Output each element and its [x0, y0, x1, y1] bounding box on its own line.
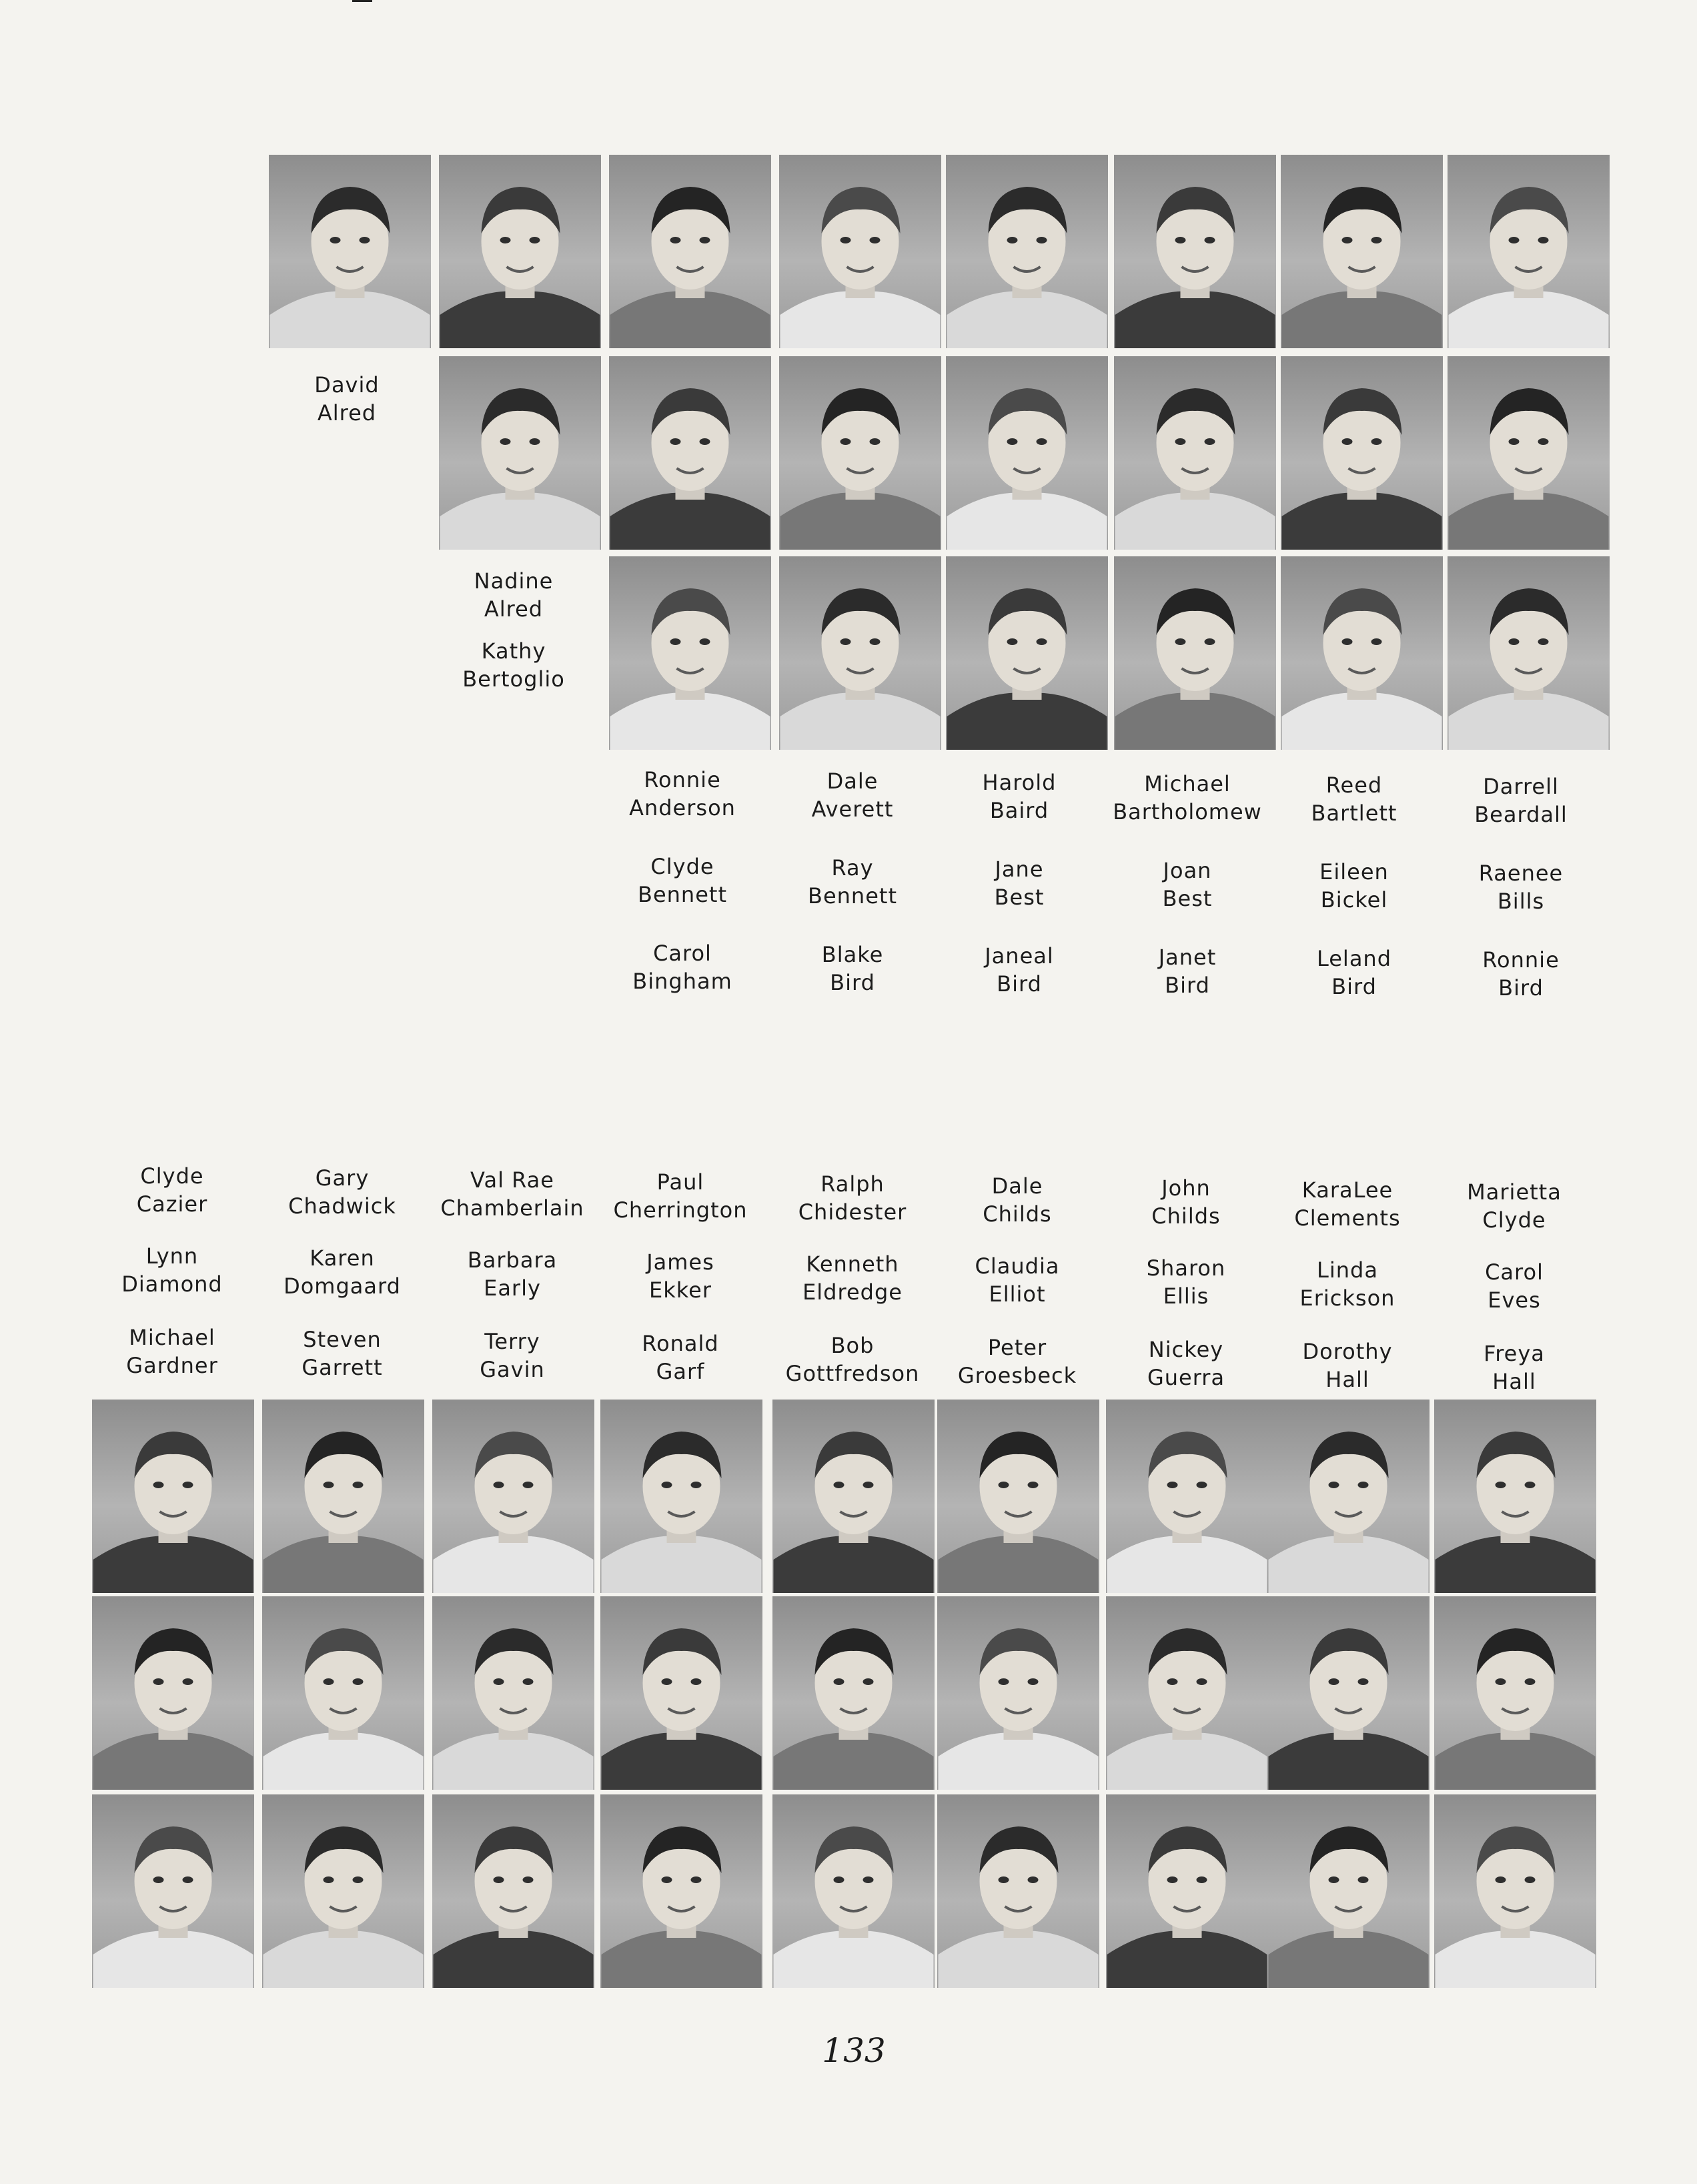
student-portrait [1448, 556, 1610, 750]
last-name: Chadwick [288, 1193, 396, 1219]
first-name: Barbara [467, 1247, 558, 1273]
last-name: Clements [1294, 1205, 1401, 1231]
last-name: Chidester [798, 1199, 907, 1225]
student-name [434, 567, 594, 623]
student-portrait [262, 1794, 424, 1988]
first-name: Dale [826, 768, 879, 794]
student-portrait [1267, 1794, 1430, 1988]
student-portrait [946, 556, 1108, 750]
student-portrait [1281, 155, 1443, 348]
first-name: Janeal [985, 943, 1054, 969]
student-portrait [772, 1596, 935, 1790]
student-name [937, 1333, 1097, 1390]
student-portrait [92, 1794, 254, 1988]
last-name: Guerra [1147, 1365, 1225, 1390]
student-portrait [1281, 356, 1443, 550]
student-portrait [269, 155, 431, 348]
student-portrait [439, 155, 601, 348]
first-name: Clyde [650, 854, 714, 879]
student-name [432, 1166, 592, 1222]
first-name: Carol [1485, 1259, 1544, 1285]
first-name: Ray [831, 855, 874, 881]
student-portrait [609, 556, 771, 750]
last-name: Cherrington [613, 1197, 748, 1223]
last-name: Alred [317, 400, 377, 426]
page-number: 133 [822, 2031, 886, 2070]
first-name: Ronnie [644, 767, 721, 792]
student-name [1107, 943, 1267, 999]
last-name: Gottfredson [785, 1361, 920, 1386]
student-name [600, 1168, 760, 1224]
first-name: Nadine [474, 568, 554, 594]
last-name: Ekker [649, 1277, 712, 1303]
student-portrait [937, 1596, 1099, 1790]
student-name [1107, 857, 1267, 913]
last-name: Groesbeck [957, 1363, 1077, 1388]
student-name [1267, 1337, 1428, 1394]
first-name: Kenneth [806, 1251, 899, 1277]
student-portrait [772, 1794, 935, 1988]
last-name: Bertoglio [462, 666, 565, 692]
last-name: Garf [656, 1359, 705, 1384]
student-name [600, 1329, 760, 1386]
student-portrait [937, 1794, 1099, 1988]
first-name: Kathy [481, 638, 546, 664]
last-name: Childs [983, 1201, 1052, 1227]
first-name: Dorothy [1302, 1339, 1393, 1364]
last-name: Bartlett [1311, 800, 1397, 826]
student-name [1267, 1256, 1428, 1312]
first-name: David [314, 372, 380, 398]
student-name [92, 1242, 252, 1298]
last-name: Early [484, 1275, 541, 1301]
first-name: Lynn [145, 1243, 199, 1269]
student-portrait [1267, 1400, 1430, 1593]
student-name [262, 1325, 422, 1382]
student-name [92, 1162, 252, 1218]
student-name [1107, 770, 1267, 826]
last-name: Anderson [629, 795, 736, 821]
student-name [772, 1250, 933, 1306]
first-name: James [646, 1249, 714, 1275]
student-name [772, 767, 933, 823]
student-name [602, 939, 762, 995]
student-name [1267, 1176, 1428, 1232]
student-name [1434, 1178, 1594, 1234]
first-name: Harold [982, 770, 1057, 795]
student-name [939, 855, 1099, 911]
student-portrait [1114, 356, 1276, 550]
student-portrait [1448, 155, 1610, 348]
student-portrait [1434, 1400, 1596, 1593]
first-name: Sharon [1146, 1255, 1226, 1281]
last-name: Domgaard [284, 1273, 401, 1299]
student-portrait [262, 1596, 424, 1790]
last-name: Chamberlain [440, 1195, 584, 1221]
first-name: Linda [1317, 1257, 1378, 1283]
student-name [267, 371, 427, 427]
student-portrait [262, 1400, 424, 1593]
student-portrait [609, 356, 771, 550]
student-portrait [1281, 556, 1443, 750]
first-name: Eileen [1319, 859, 1389, 885]
student-name [1106, 1254, 1266, 1310]
last-name: Bennett [808, 883, 897, 909]
last-name: Bartholomew [1113, 799, 1262, 825]
student-portrait [1114, 155, 1276, 348]
student-portrait [432, 1794, 594, 1988]
student-name [1106, 1335, 1266, 1392]
student-name [600, 1248, 760, 1304]
last-name: Eves [1488, 1287, 1541, 1313]
student-portrait [1434, 1794, 1596, 1988]
student-name [772, 1331, 933, 1388]
first-name: Michael [1144, 771, 1231, 796]
student-name [939, 942, 1099, 998]
student-name [602, 766, 762, 822]
first-name: Marietta [1467, 1179, 1562, 1205]
student-portrait [600, 1400, 762, 1593]
student-name [937, 1252, 1097, 1308]
student-portrait [439, 356, 601, 550]
student-name [1441, 772, 1601, 829]
first-name: Jane [995, 857, 1044, 882]
student-portrait [1106, 1794, 1268, 1988]
first-name: Darrell [1483, 774, 1559, 799]
student-portrait [600, 1596, 762, 1790]
student-name [772, 854, 933, 910]
student-name [1274, 945, 1434, 1001]
student-name [772, 1170, 933, 1226]
first-name: Steven [303, 1327, 382, 1352]
student-name [1434, 1339, 1594, 1396]
first-name: Leland [1316, 946, 1392, 971]
student-portrait [1106, 1400, 1268, 1593]
first-name: Terry [484, 1329, 540, 1354]
student-portrait [779, 356, 941, 550]
last-name: Elliot [989, 1281, 1046, 1307]
last-name: Cazier [136, 1191, 208, 1217]
student-portrait [92, 1400, 254, 1593]
student-name [432, 1246, 592, 1302]
last-name: Beardall [1474, 802, 1568, 827]
student-portrait [432, 1596, 594, 1790]
student-name [772, 941, 933, 997]
last-name: Best [1162, 886, 1213, 911]
student-name [434, 637, 594, 693]
student-portrait [609, 155, 771, 348]
first-name: Bob [830, 1333, 875, 1358]
last-name: Bird [997, 971, 1042, 997]
student-portrait [1106, 1596, 1268, 1790]
last-name: Averett [811, 796, 894, 822]
first-name: Reed [1325, 772, 1383, 798]
last-name: Bird [1331, 974, 1377, 999]
first-name: Karen [310, 1245, 375, 1271]
student-portrait [779, 155, 941, 348]
student-portrait [1448, 356, 1610, 550]
last-name: Bills [1497, 889, 1545, 914]
student-name [937, 1172, 1097, 1228]
student-name [1274, 771, 1434, 827]
student-name [939, 768, 1099, 825]
last-name: Gavin [480, 1357, 545, 1382]
student-name [92, 1323, 252, 1380]
student-name [432, 1327, 592, 1384]
first-name: Janet [1158, 945, 1217, 970]
last-name: Diamond [121, 1271, 223, 1297]
last-name: Hall [1325, 1367, 1369, 1392]
first-name: Nickey [1148, 1337, 1224, 1362]
student-name [262, 1164, 422, 1220]
first-name: Val Rae [470, 1167, 554, 1193]
last-name: Bennett [638, 882, 727, 907]
student-portrait [92, 1596, 254, 1790]
last-name: Best [994, 885, 1045, 910]
first-name: Raenee [1478, 861, 1564, 886]
first-name: Blake [821, 942, 884, 967]
last-name: Eldredge [802, 1279, 903, 1305]
first-name: Claudia [975, 1253, 1060, 1279]
student-portrait [600, 1794, 762, 1988]
student-name [1274, 858, 1434, 914]
last-name: Hall [1492, 1369, 1536, 1394]
student-name [1106, 1174, 1266, 1230]
student-portrait [1114, 556, 1276, 750]
top-edge-mark [352, 0, 372, 2]
last-name: Bingham [632, 969, 732, 994]
student-portrait [1434, 1596, 1596, 1790]
first-name: KaraLee [1301, 1177, 1393, 1203]
last-name: Clyde [1482, 1207, 1546, 1233]
last-name: Bird [1498, 975, 1544, 1001]
first-name: Dale [991, 1173, 1043, 1199]
student-name [1441, 859, 1601, 915]
student-name [262, 1244, 422, 1300]
last-name: Bickel [1320, 887, 1388, 913]
first-name: Joan [1163, 858, 1212, 883]
first-name: Gary [315, 1165, 370, 1191]
student-portrait [432, 1400, 594, 1593]
student-portrait [779, 556, 941, 750]
last-name: Garrett [302, 1355, 383, 1380]
student-name [602, 853, 762, 909]
last-name: Gardner [126, 1353, 218, 1378]
student-portrait [937, 1400, 1099, 1593]
student-name [1441, 946, 1601, 1002]
last-name: Bird [830, 970, 875, 995]
student-portrait [946, 155, 1108, 348]
first-name: Freya [1484, 1341, 1545, 1366]
student-portrait [1267, 1596, 1430, 1790]
last-name: Alred [484, 596, 544, 622]
first-name: Ronald [642, 1331, 719, 1356]
last-name: Childs [1151, 1203, 1221, 1229]
student-name [1434, 1258, 1594, 1314]
last-name: Baird [989, 798, 1049, 823]
first-name: Clyde [140, 1163, 204, 1189]
first-name: Peter [987, 1335, 1047, 1360]
first-name: Paul [656, 1169, 704, 1195]
first-name: Ralph [820, 1171, 885, 1197]
last-name: Bird [1165, 973, 1210, 998]
student-portrait [946, 356, 1108, 550]
last-name: Ellis [1163, 1283, 1209, 1309]
last-name: Erickson [1299, 1285, 1395, 1311]
first-name: Ronnie [1482, 947, 1560, 973]
first-name: John [1161, 1175, 1211, 1201]
first-name: Carol [653, 941, 712, 966]
first-name: Michael [129, 1325, 215, 1350]
student-portrait [772, 1400, 935, 1593]
